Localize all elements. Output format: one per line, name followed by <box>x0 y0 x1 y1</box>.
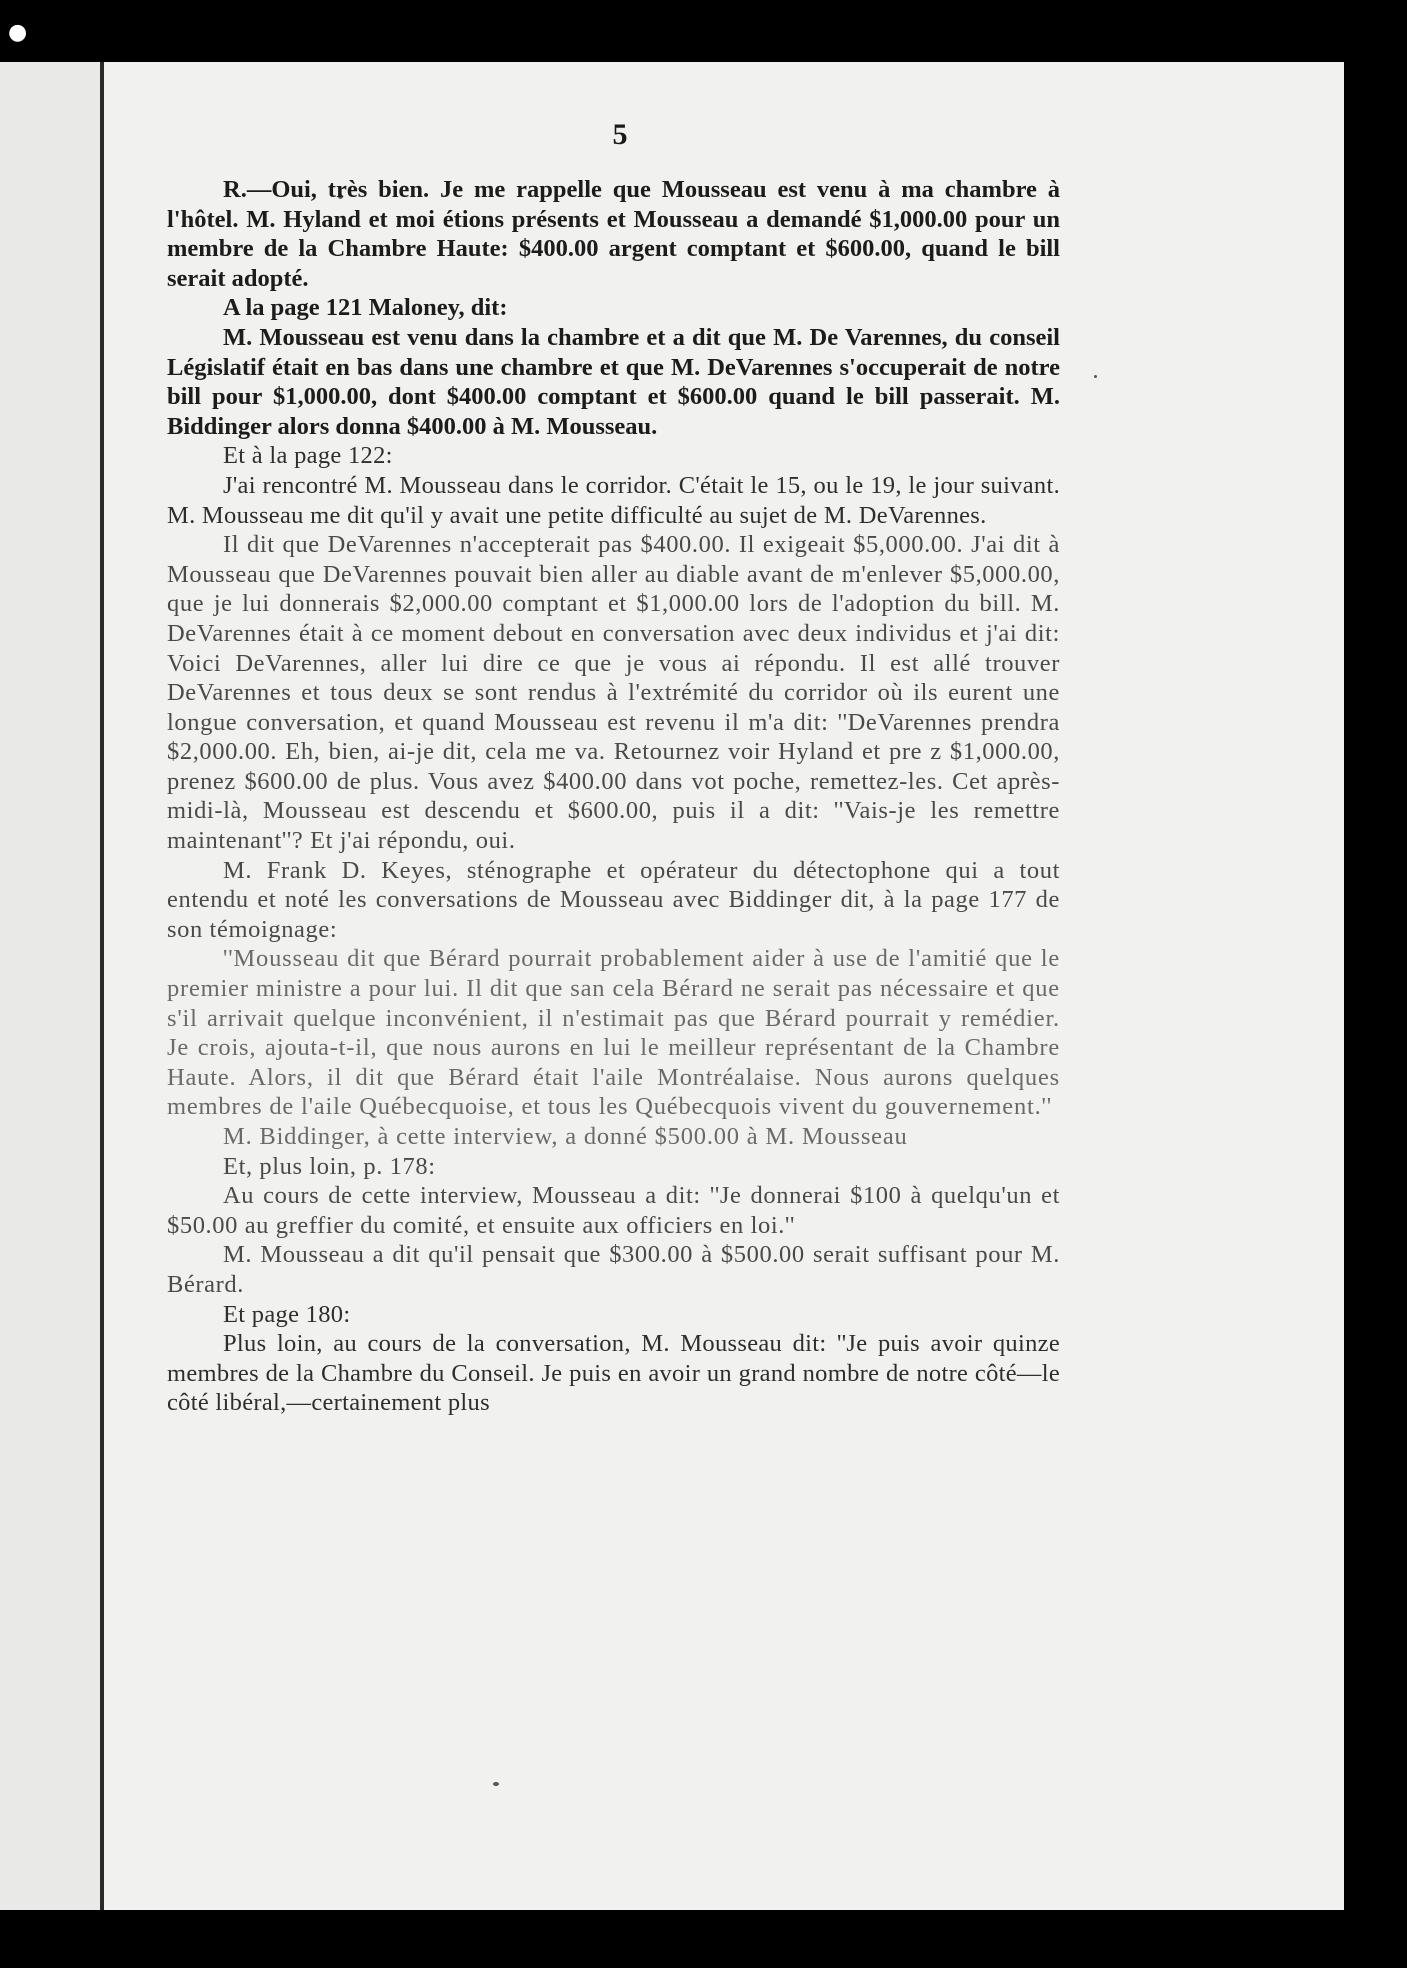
paragraph-reference-122: Et à la page 122: <box>223 442 393 470</box>
paragraph-quote-178b: M. Mousseau a dit qu'il pensait que $300.00 à $500.00 serait suffisant pour M. Bérard. <box>167 1241 1060 1298</box>
paragraph-response: R.—Oui, très bien. Je me rappelle que Mousseau est venu à ma chambre à l'hôtel. M. Hyland et moi étions présents et Mousseau a demandé $1,000.00 pour un membre de la Chambre Haute: $400.00 argent comptant et $600.00, quand le bill serait adopté. <box>167 176 1060 292</box>
paragraph-quote-122b: Il dit que DeVarennes n'accepterait pas $400.00. Il exigeait $5,000.00. J'ai dit à Mousseau que DeVarennes pouvait bien aller au diable avant de m'enlever $5,000.00, que je lui donnerais $2,000.00 comptant et $1,000.00 lors de l'adoption du bill. M. DeVarennes était à ce moment debout en conversation avec deux individus et j'ai dit: Voici DeVarennes, aller lui dire ce que je vous ai répondu. Il est allé trouver DeVarennes et tous deux se sont rendus à l'extrémité du corridor où ils eurent une longue conversation, et quand Mousseau est revenu il m'a dit: ''DeVarennes prendra $2,000.00. Eh, bien, ai-je dit, cela me va. Retournez voir Hyland et pre z $1,000.00, prenez $600.00 de plus. Vous avez $400.00 dans vot poche, remettez-les. Cet après-midi-là, Mousseau est descendu et $600.00, puis il a dit: ''Vais-je les remettre maintenant''? Et j'ai répondu, oui. <box>167 531 1060 855</box>
corner-blot-icon: ● <box>8 20 28 45</box>
page-number: 5 <box>612 118 628 151</box>
paragraph-quote-180: Plus loin, au cours de la conversation, M. Mousseau dit: ''Je puis avoir quinze membres de la Chambre du Conseil. Je puis en avoir un grand nombre de notre côté—le côté libéral,—certainement plus <box>167 1330 1060 1417</box>
dust-speck <box>493 1782 499 1786</box>
dust-speck <box>1094 375 1097 378</box>
paragraph-reference-121: A la page 121 Maloney, dit: <box>223 294 508 322</box>
paragraph-reference-180: Et page 180: <box>223 1300 351 1328</box>
paragraph-quote-177: ''Mousseau dit que Bérard pourrait probablement aider à use de l'amitié que le premier ministre a pour lui. Il dit que san cela Bérard ne serait pas nécessaire et que s'il arrivait quelque inconvénient, il n'estimait pas que Bérard pourrait y remédier. Je crois, ajouta-t-il, que nous aurons en lui le meilleur représentant de la Chambre Haute. Alors, il dit que Bérard était l'aile Montréalaise. Nous aurons quelques membres de l'aile Québecquoise, et tous les Québecquois vivent du gouvernement.'' <box>167 945 1060 1121</box>
paragraph-quote-178a: Au cours de cette interview, Mousseau a dit: ''Je donnerai $100 à quelqu'un et $50.00 au greffier du comité, et ensuite aux officiers en loi.'' <box>167 1182 1060 1239</box>
body-text <box>167 175 1060 1418</box>
paragraph-quote-122a: J'ai rencontré M. Mousseau dans le corridor. C'était le 15, ou le 19, le jour suivant. M. Mousseau me dit qu'il y avait une petite difficulté au sujet de M. DeVarennes. <box>167 471 1060 529</box>
paragraph-reference-178: Et, plus loin, p. 178: <box>223 1152 436 1180</box>
paragraph-keyes: M. Frank D. Keyes, sténographe et opérateur du détectophone qui a tout entendu et noté les conversations de Mousseau avec Biddinger dit, à la page 177 de son témoignage: <box>167 856 1060 943</box>
facing-page-edge <box>0 62 100 1910</box>
paragraph-quote-121: M. Mousseau est venu dans la chambre et a dit que M. De Varennes, du conseil Législatif était en bas dans une chambre et que M. DeVarennes s'occuperait de notre bill pour $1,000.00, dont $400.00 comptant et $600.00 quand le bill passerait. M. Biddinger alors donna $400.00 à M. Mousseau. <box>167 323 1060 440</box>
paragraph-biddinger: M. Biddinger, à cette interview, a donné $500.00 à M. Mousseau <box>223 1123 908 1150</box>
